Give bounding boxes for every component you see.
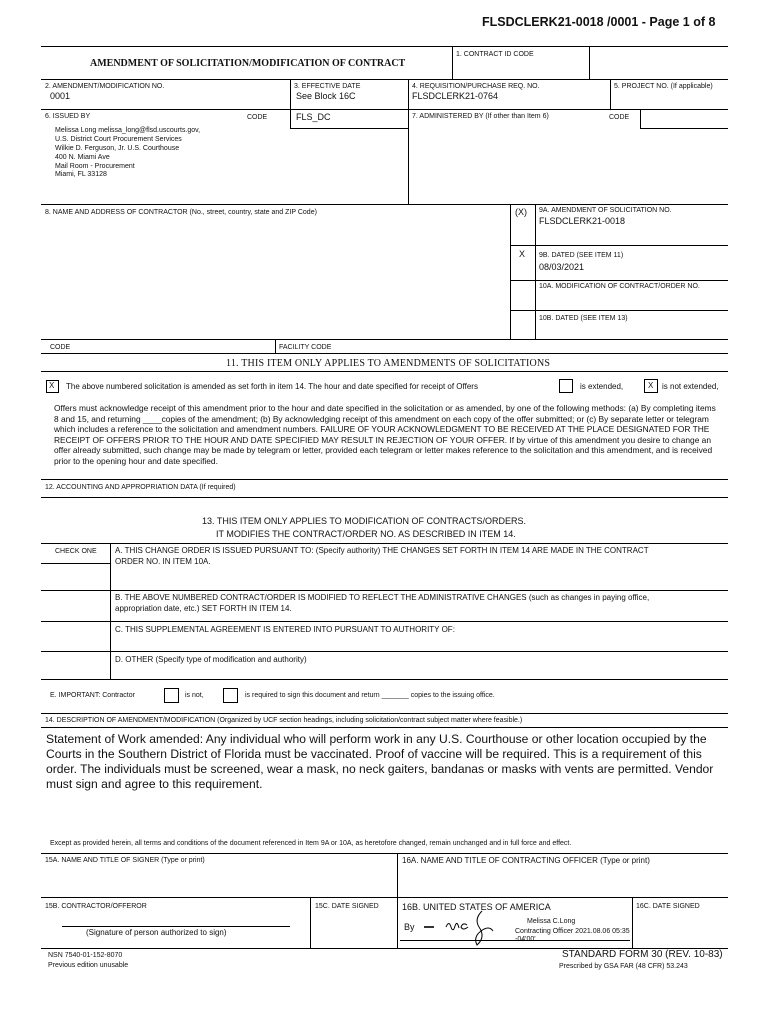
item10b-label: 10B. DATED (SEE ITEM 13) — [539, 315, 628, 322]
signer-name: Melissa C.Long — [527, 918, 576, 925]
description-body[interactable]: Statement of Work amended: Any individual who will perform work in any U.S. Courthouse or other location occupied by the Courts in the Southern District of Florida must be vaccinated. Proof of vaccine will be required. This is a requirement of this order. The individuals must be screened, wear a mask, no neck gaiters, bandanas or masks with vents are permitted. Vendor must sign and agree to this requirement. — [46, 732, 714, 791]
date-signed-16c-label: 16C. DATE SIGNED — [636, 903, 700, 910]
usa-label: 16B. UNITED STATES OF AMERICA — [402, 902, 551, 912]
item13-b-line2[interactable]: appropriation date, etc.) SET FORTH IN ITEM 14. — [115, 604, 292, 613]
description-label: 14. DESCRIPTION OF AMENDMENT/MODIFICATION (Organized by UCF section headings, including solicitation/contract subject matter where feasible.) — [45, 717, 523, 724]
amendment-no-label: 2. AMENDMENT/MODIFICATION NO. — [45, 83, 165, 90]
signature-image — [422, 907, 522, 947]
is-not-label: is not, — [185, 692, 204, 699]
item13-b-line1[interactable]: B. THE ABOVE NUMBERED CONTRACT/ORDER IS MODIFIED TO REFLECT THE ADMINISTRATIVE CHANGES (such as changes in paying office, — [115, 593, 650, 602]
standard-form-label: STANDARD FORM 30 (REV. 10-83) — [562, 949, 723, 960]
effective-date-value[interactable]: See Block 16C — [296, 91, 356, 101]
prescribed-text: Prescribed by GSA FAR (48 CFR) 53.243 — [559, 963, 688, 970]
extended-checkbox[interactable] — [559, 379, 573, 393]
signer-stamp: Contracting Officer 2021.08.06 05:35 — [515, 928, 630, 935]
administered-by-code-label: CODE — [609, 114, 630, 121]
not-extended-label: is not extended, — [662, 382, 719, 391]
address-line: Mail Room - Procurement — [55, 163, 135, 170]
contract-id-label: 1. CONTRACT ID CODE — [456, 51, 534, 58]
effective-date-label: 3. EFFECTIVE DATE — [294, 83, 361, 90]
address-line: Wilkie D. Ferguson, Jr. U.S. Courthouse — [55, 145, 180, 152]
address-line: Melissa Long melissa_long@flsd.uscourts.gov, — [55, 127, 201, 134]
item9a-mark[interactable]: (X) — [515, 207, 527, 217]
requisition-no-label: 4. REQUISITION/PURCHASE REQ. NO. — [412, 83, 540, 90]
signature-caption: (Signature of person authorized to sign) — [86, 928, 227, 937]
item13-c-line[interactable]: C. THIS SUPPLEMENTAL AGREEMENT IS ENTERED INTO PURSUANT TO AUTHORITY OF: — [115, 625, 455, 634]
extended-label: is extended, — [580, 382, 624, 391]
contractor-address-label: 8. NAME AND ADDRESS OF CONTRACTOR (No., street, country, state and ZIP Code) — [45, 209, 317, 216]
important-label: E. IMPORTANT: Contractor — [50, 692, 135, 699]
contracting-officer-label: 16A. NAME AND TITLE OF CONTRACTING OFFICER (Type or print) — [402, 856, 650, 865]
not-extended-mark: X — [648, 381, 654, 390]
date-signed-15c-label: 15C. DATE SIGNED — [315, 903, 379, 910]
item13-d-line[interactable]: D. OTHER (Specify type of modification and authority) — [115, 655, 307, 664]
signer-name-label: 15A. NAME AND TITLE OF SIGNER (Type or print) — [45, 857, 205, 864]
administered-by-label: 7. ADMINISTERED BY (If other than Item 6) — [412, 113, 549, 120]
item9b-mark[interactable]: X — [519, 249, 526, 259]
item9a-value[interactable]: FLSDCLERK21-0018 — [539, 216, 626, 226]
form-title: AMENDMENT OF SOLICITATION/MODIFICATION OF CONTRACT — [90, 58, 406, 69]
is-not-checkbox[interactable] — [164, 688, 179, 703]
requisition-no-value[interactable]: FLSDCLERK21-0764 — [412, 91, 499, 101]
item11-header: 11. THIS ITEM ONLY APPLIES TO AMENDMENTS OF SOLICITATIONS — [226, 358, 551, 369]
contractor-code-label: CODE — [50, 344, 71, 351]
item11-check-mark: X — [49, 381, 55, 390]
is-required-checkbox[interactable] — [223, 688, 238, 703]
facility-code-label: FACILITY CODE — [279, 344, 332, 351]
item11-line: The above numbered solicitation is amended as set forth in item 14. The hour and date specified for receipt of Offers — [66, 382, 478, 391]
item10a-label: 10A. MODIFICATION OF CONTRACT/ORDER NO. — [539, 283, 700, 290]
item13-a-line1[interactable]: A. THIS CHANGE ORDER IS ISSUED PURSUANT TO: (Specify authority) THE CHANGES SET FORTH IN ITEM 14 ARE MADE IN THE CONTRACT — [115, 546, 649, 555]
item9b-label: 9B. DATED (SEE ITEM 11) — [539, 252, 624, 259]
previous-edition-text: Previous edition unusable — [48, 962, 129, 969]
issued-by-label: 6. ISSUED BY — [45, 113, 91, 120]
address-line: 400 N. Miami Ave — [55, 154, 110, 161]
item13-header-1: 13. THIS ITEM ONLY APPLIES TO MODIFICATION OF CONTRACTS/ORDERS. — [202, 516, 527, 526]
is-required-label: is required to sign this document and return _______ copies to the issuing office. — [245, 692, 495, 699]
item11-instructions: Offers must acknowledge receipt of this amendment prior to the hour and date specified in the solicitation or as amended, by one of the following methods: (a) By completing items 8 and 15, and returning ____copies of the amendment; (b) By acknowledging receipt of this amendment on each copy of the offer submitted; or (c) By separate letter or telegram which includes a reference to the solicitation and amendment numbers. FAILURE OF YOUR ACKNOWLEDGMENT TO BE RECEIVED AT THE PLACE DESIGNATED FOR THE RECEIPT OF OFFERS PRIOR TO THE HOUR AND DATE SPECIFIED MAY RESULT IN REJECTION OF YOUR OFFER. If by virtue of this amendment you desire to change an offer already submitted, such change may be made by telegram or letter, provided each telegram or letter makes reference to the solicitation and this amendment, and is received prior to the opening hour and date specified. — [54, 403, 716, 466]
accounting-label: 12. ACCOUNTING AND APPROPRIATION DATA (If required) — [45, 484, 236, 491]
item9b-value[interactable]: 08/03/2021 — [539, 262, 585, 272]
project-no-label: 5. PROJECT NO. (If applicable) — [614, 83, 713, 90]
nsn-text: NSN 7540-01-152-8070 — [48, 952, 123, 959]
issued-by-code-label: CODE — [247, 114, 268, 121]
except-text: Except as provided herein, all terms and conditions of the document referenced in Item 9A or 10A, as heretofore changed, remain unchanged and in full force and effect. — [50, 840, 572, 847]
item13-header-2: IT MODIFIES THE CONTRACT/ORDER NO. AS DESCRIBED IN ITEM 14. — [216, 529, 516, 539]
contractor-offeror-label: 15B. CONTRACTOR/OFFEROR — [45, 903, 147, 910]
check-one-label: CHECK ONE — [55, 548, 97, 555]
address-line: Miami, FL 33128 — [55, 171, 107, 178]
issued-by-code-value[interactable]: FLS_DC — [296, 112, 331, 122]
item13-a-line2[interactable]: ORDER NO. IN ITEM 10A. — [115, 557, 211, 566]
address-line: U.S. District Court Procurement Services — [55, 136, 182, 143]
item9a-label: 9A. AMENDMENT OF SOLICITATION NO. — [539, 207, 672, 214]
amendment-no-value[interactable]: 0001 — [50, 91, 71, 101]
page-header: FLSDCLERK21-0018 /0001 - Page 1 of 8 — [482, 15, 716, 29]
by-label: By — [404, 922, 415, 932]
